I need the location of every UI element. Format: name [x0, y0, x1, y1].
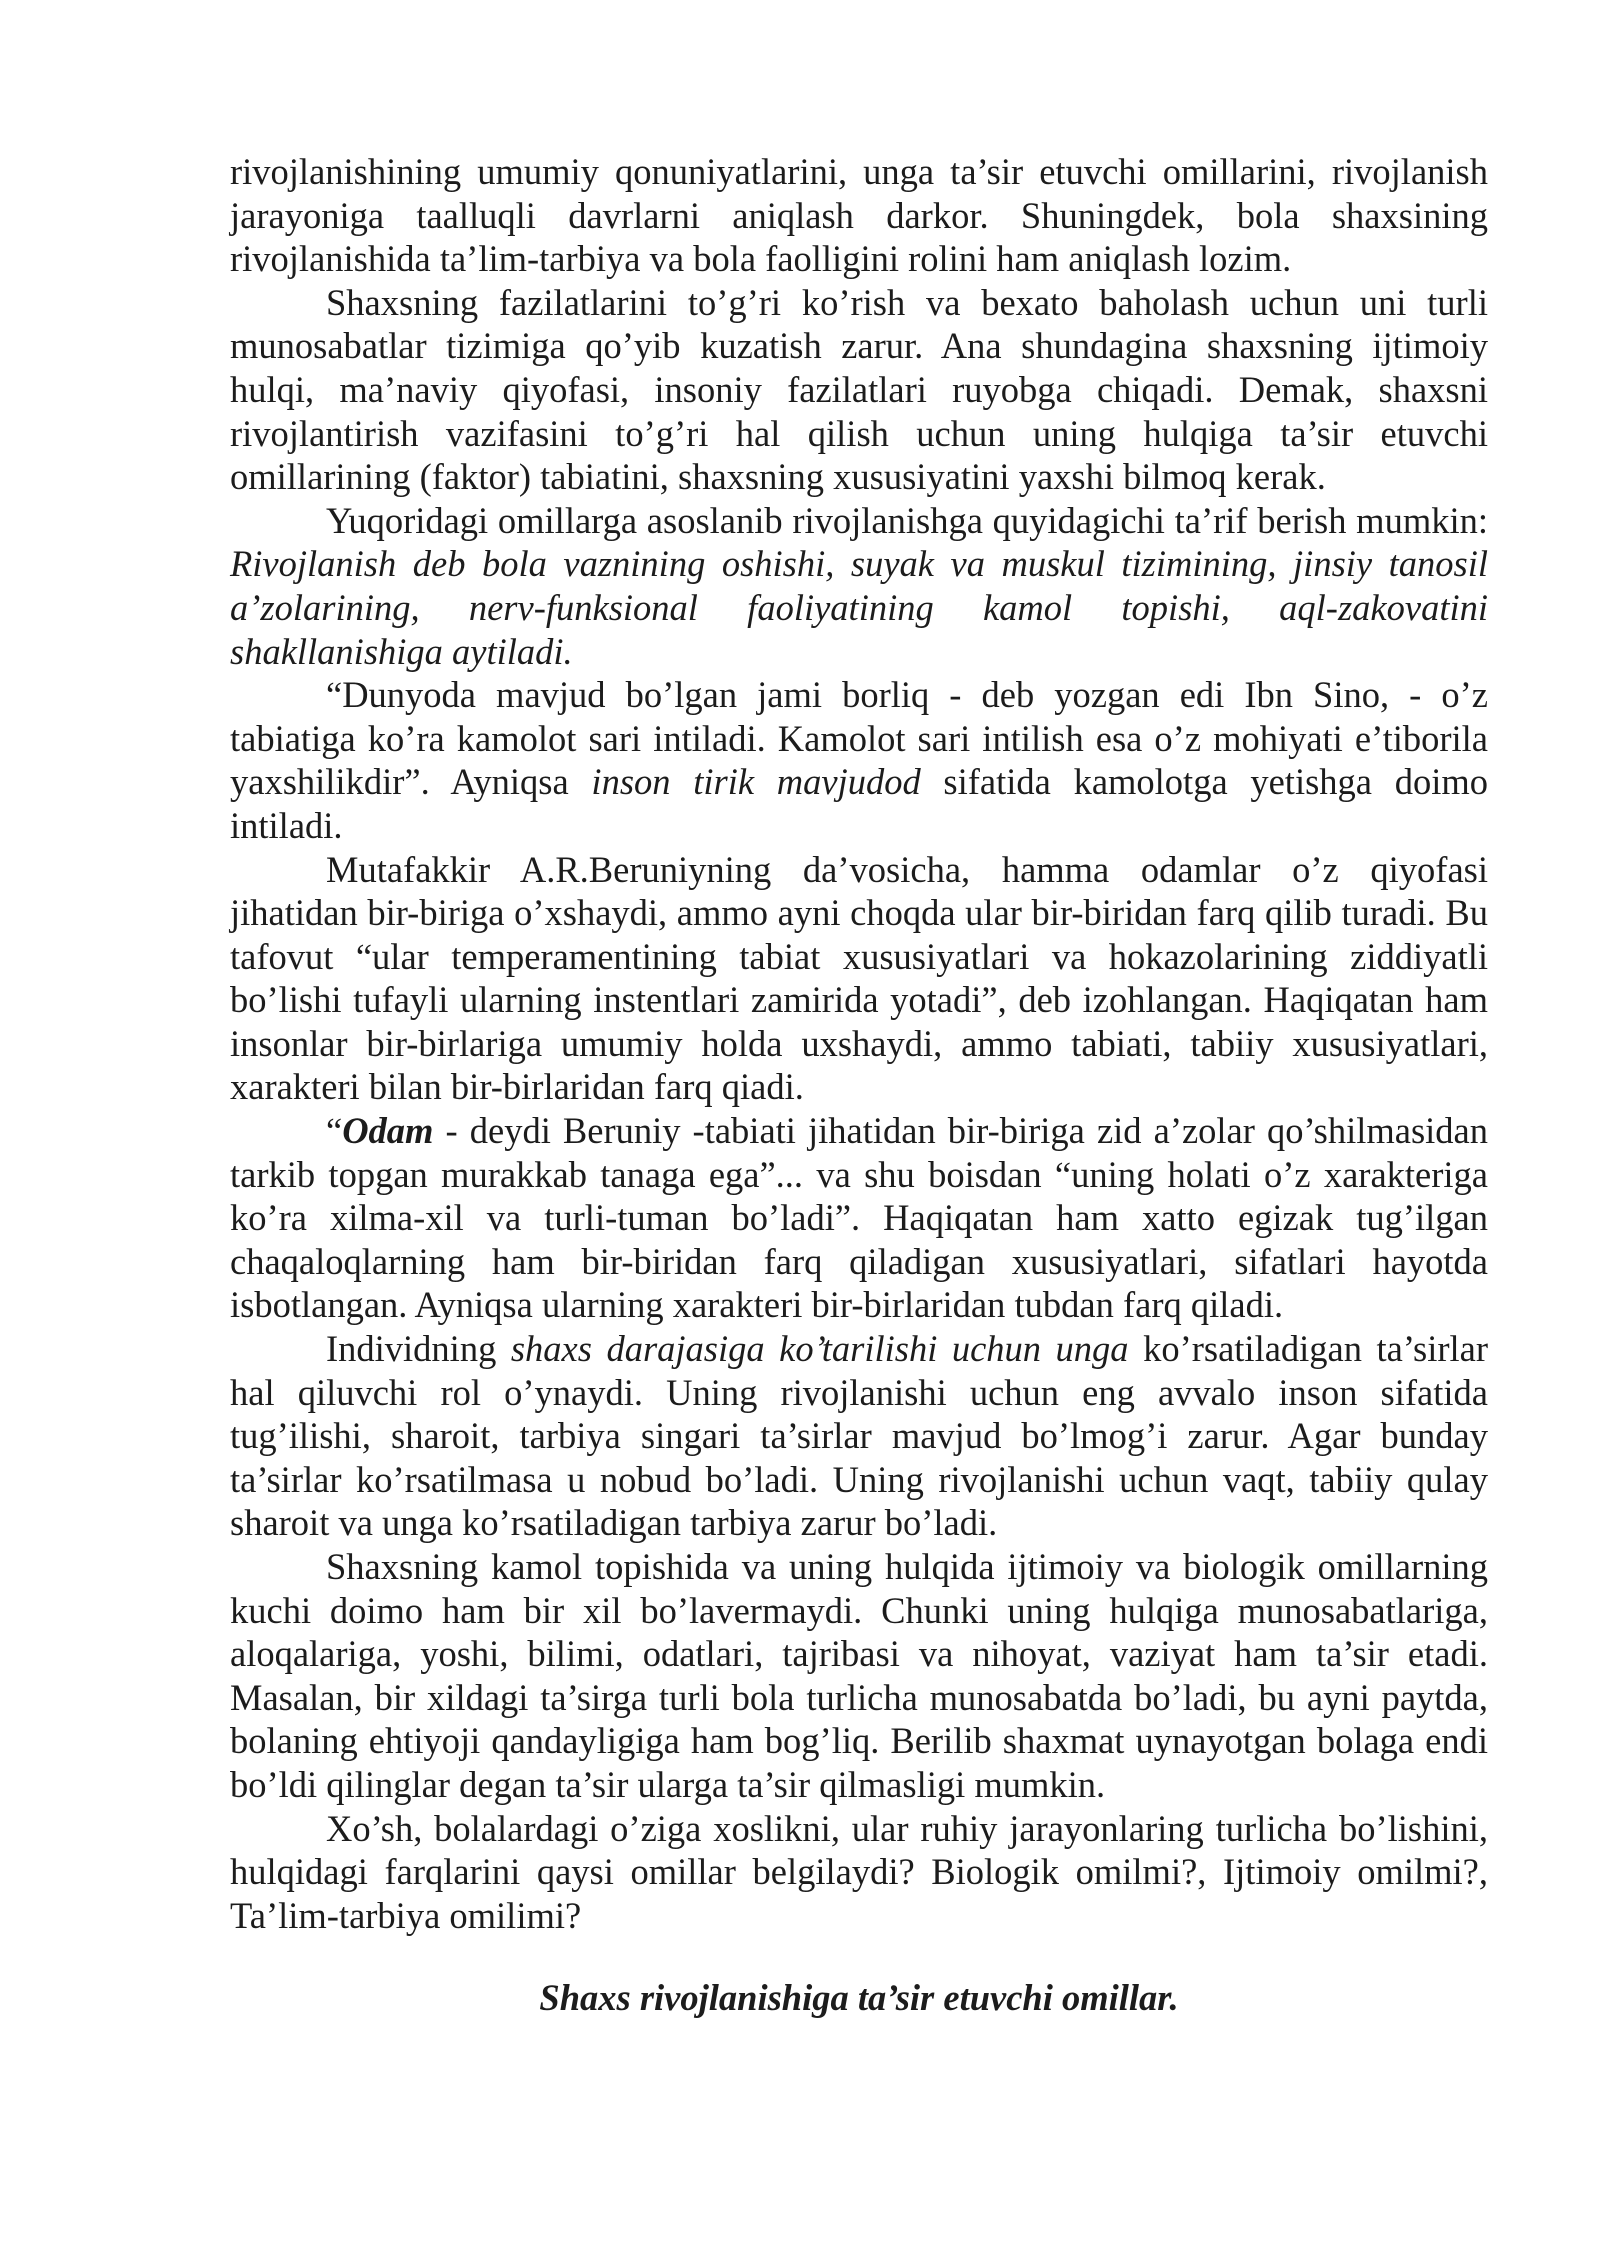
- paragraph: [230, 673, 1488, 847]
- paragraph: [230, 848, 1488, 1110]
- italic-text: shaxs darajasiga ko’tarilishi uchun unga: [510, 1328, 1129, 1370]
- text-run: Xo’sh, bolalardagi o’ziga xoslikni, ular ruhiy jarayonlaring turlicha bo’lishini, hulqidagi farqlarini qaysi omillar belgilaydi? Biologik omilmi?, Ijtimoiy omilmi?, Ta’lim-tarbiya omilimi?: [230, 1807, 1488, 1936]
- text-run: Yuqoridagi omillarga asoslanib rivojlanishga quyidagichi ta’rif berish mumkin:: [326, 499, 1488, 541]
- body-text: [230, 150, 1488, 1937]
- paragraph: [230, 1545, 1488, 1807]
- document-page: [230, 150, 1488, 2020]
- paragraph: [230, 1327, 1488, 1545]
- paragraph: [230, 1807, 1488, 1938]
- text-run: “Dunyoda mavjud bo’lgan jami borliq - deb yozgan edi Ibn Sino, - o’z tabiatiga ko’ra kamolot sari intiladi. Kamolot sari intilish esa o’z mohiyati e’tiborila yaxshilikdir”. Ayniqsa: [230, 674, 1488, 803]
- paragraph: [230, 281, 1488, 499]
- bold-italic-text: Odam: [342, 1110, 434, 1152]
- text-run: ko’rsatiladigan ta’sirlar hal qiluvchi rol o’ynaydi. Uning rivojlanishi uchun eng avvalo inson sifatida tug’ilishi, sharoit, tarbiya singari ta’sirlar mavjud bo’lmog’i zarur. Agar bunday ta’sirlar ko’rsatilmasa u nobud bo’ladi. Uning rivojlanishi uchun vaqt, tabiiy qulay sharoit va unga ko’rsatiladigan tarbiya zarur bo’ladi.: [230, 1328, 1488, 1544]
- text-run: “: [326, 1110, 343, 1152]
- paragraph: [230, 150, 1488, 281]
- text-run: Shaxsning fazilatlarini to’g’ri ko’rish va bexato baholash uchun uni turli munosabatlar tizimiga qo’yib kuzatish zarur. Ana shundagina shaxsning ijtimoiy hulqi, ma’naviy qiyofasi, insoniy fazilatlari ruyobga chiqadi. Demak, shaxsni rivojlantirish vazifasini to’g’ri hal qilish uchun uning hulqiga ta’sir etuvchi omillarining (faktor) tabiatini, shaxsning xususiyatini yaxshi bilmoq kerak.: [230, 281, 1488, 498]
- italic-text: Rivojlanish deb bola vaznining oshishi, suyak va muskul tizimining, jinsiy tanosil a’zolarining, nerv-funksional faoliyatining kamol topishi, aql-zakovatini shakllanishiga aytiladi.: [230, 543, 1488, 672]
- text-run: rivojlanishining umumiy qonuniyatlarini, unga ta’sir etuvchi omillarini, rivojlanish jarayoniga taalluqli davrlarni aniqlash darkor. Shuningdek, bola shaxsining rivojlanishida ta’lim-tarbiya va bola faolligini rolini ham aniqlash lozim.: [230, 151, 1488, 280]
- text-run: sifatida kamolotga yetishga doimo intiladi.: [230, 761, 1488, 846]
- text-run: - deydi Beruniy -tabiati jihatidan bir-biriga zid a’zolar qo’shilmasidan tarkib topgan murakkab tanaga ega”... va shu boisdan “uning holati o’z xarakteriga ko’ra xilma-xil va turli-tuman bo’ladi”. Haqiqatan ham xatto egizak tug’ilgan chaqaloqlarning ham bir-biridan farq qiladigan xususiyatlari, sifatlari hayotda isbotlangan. Ayniqsa ularning xarakteri bir-birlaridan tubdan farq qiladi.: [230, 1110, 1488, 1326]
- text-run: Mutafakkir A.R.Beruniyning da’vosicha, hamma odamlar o’z qiyofasi jihatidan bir-biriga o’xshaydi, ammo ayni choqda ular bir-biridan farq qilib turadi. Bu tafovut “ular temperamentining tabiat xususiyatlari va hokazolarining ziddiyatli bo’lishi tufayli ularning instentlari zamirida yotadi”, deb izohlangan. Haqiqatan ham insonlar bir-birlariga umumiy holda uxshaydi, ammo tabiati, tabiiy xususiyatlari, xarakteri bilan bir-birlaridan farq qiadi.: [230, 848, 1488, 1108]
- paragraph: [230, 499, 1488, 673]
- italic-text: inson tirik mavjudod: [591, 761, 921, 803]
- section-heading: Shaxs rivojlanishiga ta’sir etuvchi omillar.: [539, 1977, 1179, 2019]
- text-run: Individning: [326, 1328, 511, 1370]
- paragraph: [230, 1109, 1488, 1327]
- text-run: Shaxsning kamol topishida va uning hulqida ijtimoiy va biologik omillarning kuchi doimo ham bir xil bo’lavermaydi. Chunki uning hulqiga munosabatlariga, aloqalariga, yoshi, bilimi, odatlari, tajribasi va nihoyat, vaziyat ham ta’sir etadi. Masalan, bir xildagi ta’sirga turli bola turlicha munosabatda bo’ladi, bu ayni paytda, bolaning ehtiyoji qandayligiga ham bog’liq. Berilib shaxmat uynayotgan bolaga endi bo’ldi qilinglar degan ta’sir ularga ta’sir qilmasligi mumkin.: [230, 1546, 1488, 1805]
